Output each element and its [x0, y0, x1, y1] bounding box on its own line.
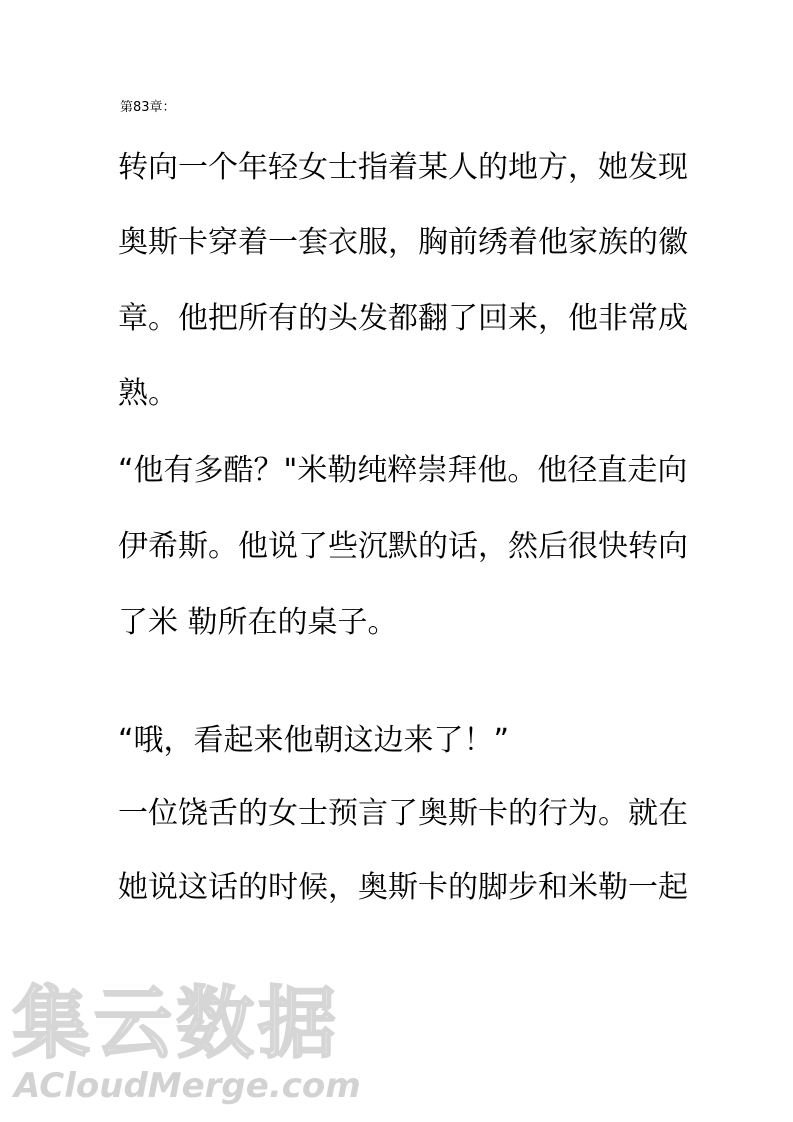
text-line-2: 奥斯卡穿着一套衣服，胸前绣着他家族的徽	[118, 225, 688, 260]
text-line-1: 转向一个年轻女士指着某人的地方，她发现	[118, 150, 688, 185]
text-line-9: 一位饶舌的女士预言了奥斯卡的行为。就在	[118, 796, 688, 831]
text-line-6: 伊希斯。他说了些沉默的话，然后很快转向	[118, 529, 688, 564]
watermark-english: ACloudMerge.com	[14, 1066, 361, 1106]
chapter-title: 第83章：	[120, 100, 176, 115]
watermark	[10, 980, 390, 1110]
text-line-4: 熟。	[118, 376, 178, 411]
text-line-5: “他有多酷？"米勒纯粹崇拜他。他径直走向	[118, 453, 688, 488]
watermark-chinese: 集云数据	[12, 979, 341, 1069]
text-line-7: 了米 勒所在的桌子。	[118, 605, 398, 640]
text-line-10: 她说这话的时候，奥斯卡的脚步和米勒一起	[118, 870, 688, 905]
text-line-3: 章。他把所有的头发都翻了回来，他非常成	[118, 301, 688, 336]
text-line-8: “哦，看起来他朝这边来了！”	[118, 723, 510, 758]
